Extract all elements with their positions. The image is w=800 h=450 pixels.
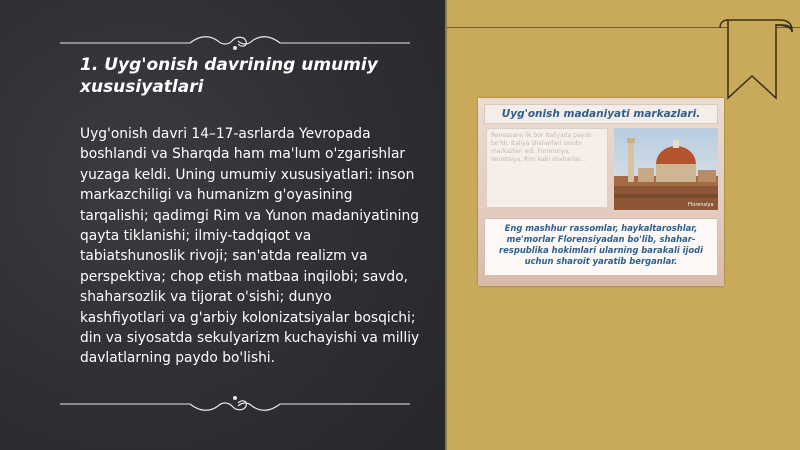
photo-caption: Florensiya: [688, 202, 714, 208]
thumbnail-bottom-text: Eng mashhur rassomlar, haykaltaroshlar, me'morlar Florensiyadan bo'lib, shahar-respublika hokimlari ularning barakali ijodi uchun sharoit yaratib berganlar.: [484, 218, 718, 276]
thumbnail-heading: Uyg'onish madaniyati markazlari.: [484, 104, 718, 124]
slide-title: 1. Uyg'onish davrining umumiy xususiyatlari: [80, 55, 378, 97]
ornament-top-divider: [60, 32, 410, 54]
bookmark-ribbon-icon: [718, 18, 794, 100]
ornament-bottom-divider: [60, 392, 410, 414]
slide-thumbnail-image: [478, 98, 724, 286]
thumbnail-left-text: Renessans ilk bor Italiyada paydo bo'ldi. Italiya shaharlari savdo markazlari edi. Florensiya, Venetsiya, Rim kabi shaharlar...: [486, 128, 608, 208]
slide-body-text: Uyg'onish davri 14–17-asrlarda Yevropada boshlandi va Sharqda ham ma'lum o'zgarishlar yuzaga keldi. Uning umumiy xususiyatlari: inson markazchiligi va humanizm g'oyasining tarqalishi; qadimgi Rim va Yunon madaniyatining qayta tiklanishi; ilmiy-tadqiqot va tabiatshunoslik rivoji; san'atda realizm va perspektiva; chop etish matbaa inqilobi; savdo, shaharsozlik va tijorat o'sishi; dunyo kashfiyotlari va g'arbiy kolonizatsiyalar bosqichi; din va siyosatda sekulyarizm kuchayishi va milliy davlatlarning paydo bo'lishi.: [80, 126, 420, 367]
panel-divider: [445, 0, 447, 450]
florence-cathedral-photo: [614, 128, 718, 210]
